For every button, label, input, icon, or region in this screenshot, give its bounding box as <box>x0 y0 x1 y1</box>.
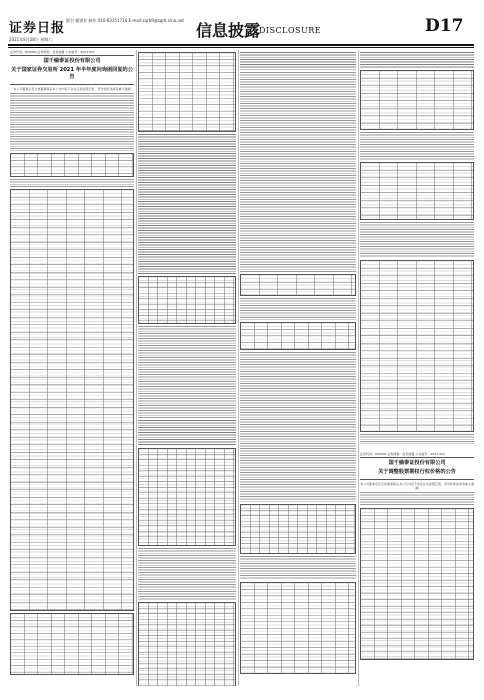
column-divider <box>238 50 239 686</box>
data-table <box>10 613 134 675</box>
body-text-block <box>240 556 356 580</box>
body-text-block <box>240 52 356 70</box>
body-text-block <box>10 93 134 151</box>
column-1 <box>10 50 134 686</box>
body-text-block <box>10 179 134 187</box>
announcement-title: 关于国家证券交易所 2021 年半年度问询函回复的公告 <box>11 67 133 80</box>
column-divider <box>358 50 359 686</box>
data-table <box>360 508 474 660</box>
data-table <box>240 582 356 674</box>
announcement-title: 关于调整股票期权行权价格的公告 <box>378 469 456 475</box>
announcement-header <box>360 457 474 480</box>
announcement-company: 国千榆泰证投份有限公司 <box>388 460 446 466</box>
body-text-block <box>240 72 356 272</box>
body-text-block <box>360 52 474 68</box>
data-table <box>10 189 134 611</box>
body-text-block <box>360 132 474 160</box>
data-table <box>138 602 236 686</box>
page-number: D17 <box>425 16 464 36</box>
data-table <box>360 260 474 432</box>
data-table <box>240 504 356 554</box>
column-4 <box>360 50 474 686</box>
announcement-company: 国千榆泰证投份有限公司 <box>43 58 101 64</box>
data-table <box>240 322 356 350</box>
data-table <box>138 448 236 546</box>
data-table <box>240 274 356 296</box>
body-text-block <box>138 548 236 600</box>
data-table <box>360 70 474 130</box>
body-text-block <box>360 434 474 444</box>
column-2 <box>138 50 236 686</box>
announcement-note: 本公司董事会及全体董事保证本公告内容不存在任何虚假记载、误导性陈述或者重大遗漏 <box>360 482 474 490</box>
announcement-note: 本公司董事会及全体董事保证本公告内容不存在任何虚假记载、误导性陈述或者重大遗漏 <box>13 87 131 91</box>
announcement-code-line: 证券代码：600000 证券简称：信息披露 公告编号：2021-051 <box>10 50 95 54</box>
body-text-block <box>138 326 236 418</box>
body-text-block <box>360 492 474 506</box>
masthead-rule-thin <box>8 47 474 48</box>
announcement-header <box>10 55 134 85</box>
body-text-block <box>240 352 356 502</box>
section-title: 信息披露 <box>196 21 261 40</box>
data-table <box>360 162 474 220</box>
column-3 <box>240 50 356 686</box>
body-text-block <box>360 222 474 258</box>
column-divider <box>136 50 137 686</box>
date-line: 2021年8月28日 星期六 <box>9 37 53 42</box>
edition-line: 版书 繁建亚 制作 010-83251716 E-mail:zqrb9@zqrb.sina.net <box>66 18 184 23</box>
masthead-rule <box>8 44 474 46</box>
body-text-block <box>138 420 236 446</box>
data-table <box>10 153 134 177</box>
newspaper-logo: 证券日报 <box>9 21 66 36</box>
body-text-block <box>240 298 356 320</box>
data-table <box>138 52 236 132</box>
masthead <box>0 0 484 46</box>
announcement-code-line: 证券代码：600000 证券简称：信息披露 公告编号：2021-052 <box>360 452 445 456</box>
section-title-english: DISCLOSURE <box>259 26 322 35</box>
body-text-block <box>138 134 236 274</box>
data-table <box>138 276 236 324</box>
